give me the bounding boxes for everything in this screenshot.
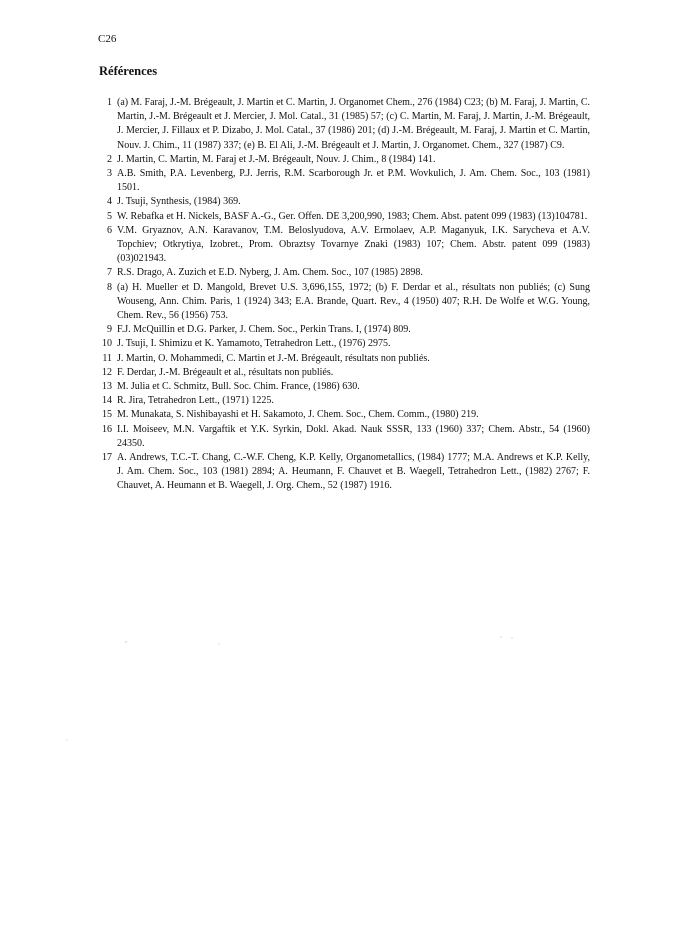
reference-text: J. Tsuji, I. Shimizu et K. Yamamoto, Tetrahedron Lett., (1976) 2975. xyxy=(117,338,391,350)
reference-number: 12 xyxy=(102,366,112,378)
reference-number: 2 xyxy=(107,153,112,165)
reference-number: 17 xyxy=(102,452,112,464)
reference-text: W. Rebafka et H. Nickels, BASF A.-G., Ger. Offen. DE 3,200,990, 1983; Chem. Abst. patent 099 (1983) (13)104781. xyxy=(117,210,588,222)
reference-number: 9 xyxy=(107,324,112,336)
reference-text: J. Martin, C. Martin, M. Faraj et J.-M. Brégeault, Nouv. J. Chim., 8 (1984) 141. xyxy=(117,153,436,165)
reference-text: J. Martin, O. Mohammedi, C. Martin et J.-M. Brégeault, résultats non publiés. xyxy=(117,352,430,364)
reference-text: (a) M. Faraj, J.-M. Brégeault, J. Martin et C. Martin, J. Organomet Chem., 276 (1984) C23; (b) M. Faraj, J. Martin, C. Martin, J.-M. Brégeault et J. Mercier, J. Mol. Catal., 31 (1985) 57; (c) C. Martin, M. Faraj, J. Martin, J.-M. Brégeault, J. Mercier, J. Fillaux et P. Dizabo, J. Mol. Catal., 37 (1986) 201; (d) J.-M. Brégeault, M. Faraj, J. Martin et C. Martin, Nouv. J. Chim., 11 (1987) 337; (e) B. El Ali, J.-M. Brégeault et J. Martin, J. Organomet. Chem., 327 (1987) C9. xyxy=(117,97,590,151)
reference-text: I.I. Moiseev, M.N. Vargaftik et Y.K. Syrkin, Dokl. Akad. Nauk SSSR, 133 (1960) 337; Chem. Abstr., 54 (1960) 24350. xyxy=(117,423,590,449)
reference-text: M. Julia et C. Schmitz, Bull. Soc. Chim. France, (1986) 630. xyxy=(117,381,360,393)
section-heading-references: Références xyxy=(99,64,158,78)
reference-text: J. Tsuji, Synthesis, (1984) 369. xyxy=(117,196,241,208)
reference-number: 7 xyxy=(107,267,112,279)
reference-number: 16 xyxy=(102,423,112,435)
reference-number: 14 xyxy=(102,395,112,407)
scan-speck xyxy=(125,641,126,642)
reference-number: 1 xyxy=(107,97,112,108)
reference-text: R. Jira, Tetrahedron Lett., (1971) 1225. xyxy=(117,395,274,407)
reference-text: V.M. Gryaznov, A.N. Karavanov, T.M. Beloslyudova, A.V. Ermolaev, A.P. Maganyuk, I.K. Sarycheva et A.V. Topchiev; Otkrytiya, Izobret., Prom. Obraztsy Tovarnye Znaki (1983) 107; Chem. Abstr. patent 099 (1983) (03)021943. xyxy=(117,224,590,265)
reference-number: 10 xyxy=(102,338,112,350)
reference-text: F. Derdar, J.-M. Brégeault et al., résultats non publiés. xyxy=(117,366,334,378)
scan-speck xyxy=(218,643,219,644)
reference-number: 4 xyxy=(107,196,112,208)
reference-text: A.B. Smith, P.A. Levenberg, P.J. Jerris, R.M. Scarborough Jr. et P.M. Wovkulich, J. Am. Chem. Soc., 103 (1981) 1501. xyxy=(117,168,590,194)
reference-text: (a) H. Mueller et D. Mangold, Brevet U.S. 3,696,155, 1972; (b) F. Derdar et al., résultats non publiés; (c) Sung Wouseng, Ann. Chim. Paris, 1 (1924) 343; E.A. Brande, Quart. Rev., 4 (1950) 407; R.H. De Wolfe et W.G. Young, Chem. Rev., 56 (1956) 753. xyxy=(117,281,590,322)
reference-number: 6 xyxy=(107,224,112,236)
reference-number: 3 xyxy=(107,168,112,180)
reference-text: M. Munakata, S. Nishibayashi et H. Sakamoto, J. Chem. Soc., Chem. Comm., (1980) 219. xyxy=(117,409,479,421)
page-number: C26 xyxy=(98,33,117,45)
scan-speck xyxy=(511,637,512,638)
reference-text: R.S. Drago, A. Zuzich et E.D. Nyberg, J. Am. Chem. Soc., 107 (1985) 2898. xyxy=(117,267,423,279)
reference-number: 11 xyxy=(102,352,112,364)
scan-speck xyxy=(66,739,67,740)
scan-speck xyxy=(500,636,501,637)
reference-text: F.J. McQuillin et D.G. Parker, J. Chem. Soc., Perkin Trans. I, (1974) 809. xyxy=(117,324,411,336)
reference-number: 15 xyxy=(102,409,112,421)
reference-number: 8 xyxy=(107,281,112,293)
reference-text: A. Andrews, T.C.-T. Chang, C.-W.F. Cheng, K.P. Kelly, Organometallics, (1984) 1777; M.A. Andrews et K.P. Kelly, J. Am. Chem. Soc., 103 (1981) 2894; A. Heumann, F. Chauvet et B. Waegell, Tetrahedron Lett., (1982) 2767; F. Chauvet, A. Heumann et B. Waegell, J. Org. Chem., 52 (1987) 1916. xyxy=(117,452,590,492)
reference-number: 13 xyxy=(102,381,112,393)
reference-number: 5 xyxy=(107,210,112,222)
